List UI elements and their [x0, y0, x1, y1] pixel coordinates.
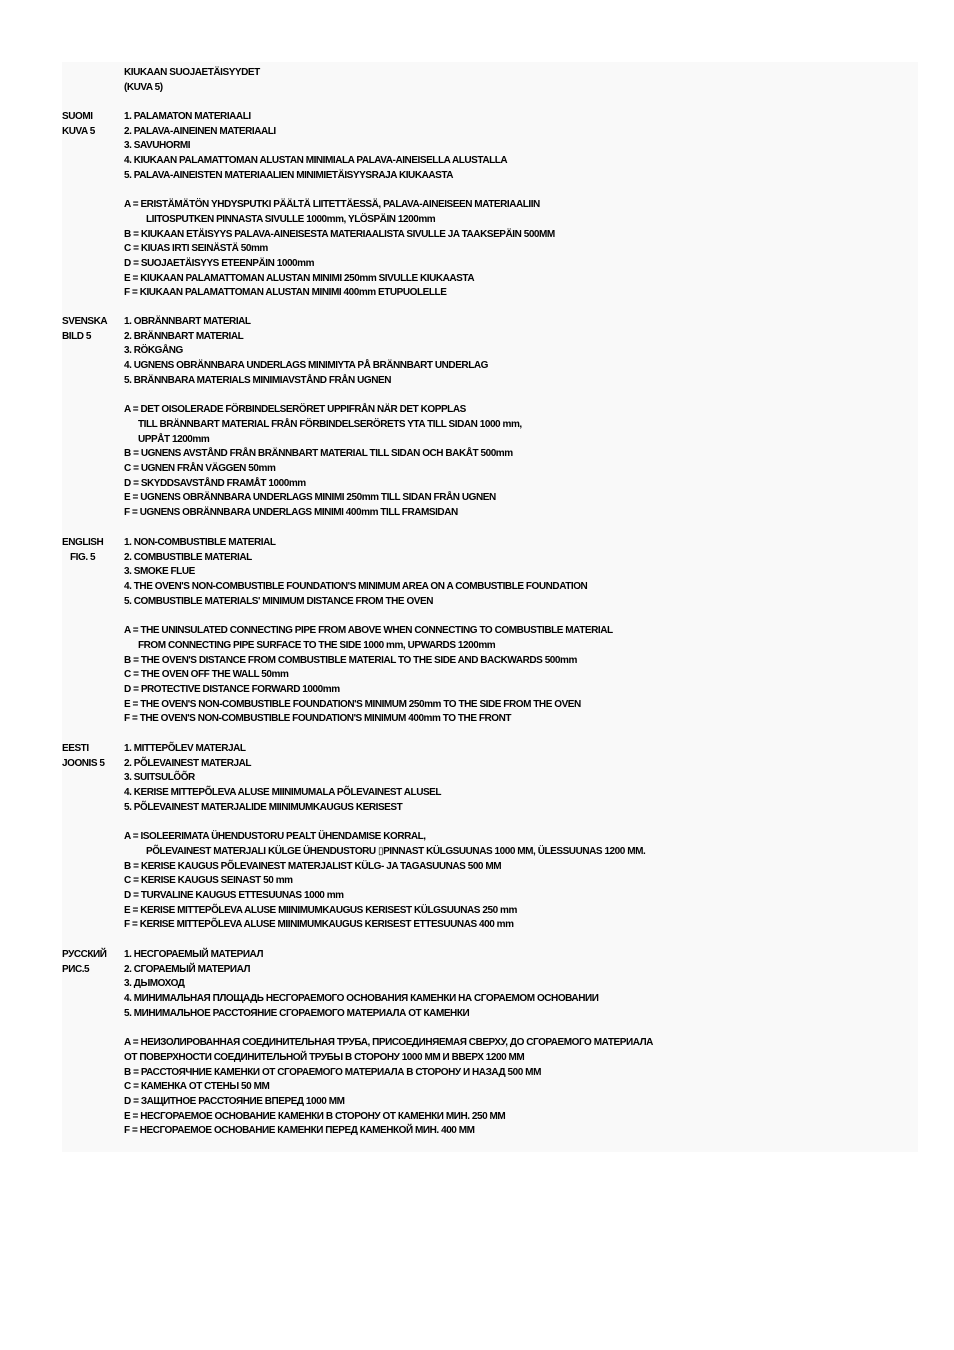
distance-item: C = UGNEN FRÅN VÄGGEN 50mm [124, 463, 276, 475]
list-item: 2. PALAVA-AINEINEN MATERIAALI [124, 125, 276, 137]
distance-item: C = THE OVEN OFF THE WALL 50mm [124, 669, 289, 681]
list-item: 2. СГОРАЕМЫЙ МАТЕРИАЛ [124, 963, 251, 975]
distance-item: D = SUOJAETÄISYYS ETEENPÄIN 1000mm [124, 258, 315, 270]
distance-item: C = KIUAS IRTI SEINÄSTÄ 50mm [124, 243, 268, 255]
distance-item: F = KERISE MITTEPÕLEVA ALUSE MIINIMUMKAUGUS KERISEST ETTESUUNAS 400 mm [124, 919, 514, 931]
distance-item-continued: TILL BRÄNNBART MATERIAL FRÅN FÖRBINDELSERÖRETS YTA TILL SIDAN 1000 mm, [138, 418, 522, 430]
list-item: 1. NON-COMBUSTIBLE MATERIAL [124, 537, 276, 548]
list-item: 2. PÕLEVAINEST MATERJAL [124, 757, 252, 769]
language-label: РУССКИЙ [62, 949, 107, 960]
distance-item: D = ЗАЩИТНОЕ РАССТОЯНИЕ ВПЕРЕД 1000 ММ [124, 1096, 345, 1108]
figure-label: FIG. 5 [70, 551, 96, 563]
distance-item-continued: FROM CONNECTING PIPE SURFACE TO THE SIDE 1000 mm, UPWARDS 1200mm [138, 639, 496, 651]
list-item: 3. SMOKE FLUE [124, 566, 195, 578]
distance-item: C = КАМЕНКА ОТ СТЕНЫ 50 ММ [124, 1081, 270, 1093]
list-item: 5. PALAVA-AINEISTEN MATERIAALIEN MINIMIETÄISYYSRAJA KIUKAASTA [124, 169, 454, 181]
distance-item: C = KERISE KAUGUS SEINAST 50 mm [124, 875, 293, 887]
figure-label: KUVA 5 [62, 125, 95, 137]
language-label: SUOMI [62, 111, 93, 122]
distance-item: F = НЕСГОРАЕМОЕ ОСНОВАНИЕ КАМЕНКИ ПЕРЕД КАМЕНКОЙ МИН. 400 ММ [124, 1125, 475, 1137]
distance-item: F = UGNENS OBRÄNNBARA UNDERLAGS MINIMI 400mm TILL FRAMSIDAN [124, 507, 458, 519]
list-item: 5. PÕLEVAINEST MATERJALIDE MIINIMUMKAUGUS KERISEST [124, 801, 403, 813]
distance-item: A = НЕИЗОЛИРОВАННАЯ СОЕДИНИТЕЛЬНАЯ ТРУБА, ПРИСОЕДИНЯЕМАЯ СВЕРХУ, ДО СГОРАЕМОГО МАТЕРИАЛА [124, 1037, 653, 1049]
list-item: 4. МИНИМАЛЬНАЯ ПЛОЩАДЬ НЕСГОРАЕМОГО ОСНОВАНИЯ КАМЕНКИ НА СГОРАЕМОМ ОСНОВАНИИ [124, 993, 599, 1005]
distance-item: E = KIUKAAN PALAMATTOMAN ALUSTAN MINIMI 250mm SIVULLE KIUKAASTA [124, 272, 475, 284]
list-item: 3. SUITSULÕÕR [124, 772, 195, 784]
list-item: 4. KIUKAAN PALAMATTOMAN ALUSTAN MINIMIALA PALAVA-AINEISELLA ALUSTALLA [124, 155, 508, 167]
distance-item-continued: ОТ ПОВЕРХНОСТИ СОЕДИНИТЕЛЬНОЙ ТРУБЫ В СТОРОНУ 1000 ММ И ВВЕРХ 1200 ММ [124, 1051, 525, 1063]
list-item: 3. SAVUHORMI [124, 140, 191, 152]
figure-label: JOONIS 5 [62, 757, 105, 769]
language-label: ENGLISH [62, 537, 104, 548]
list-item: 5. COMBUSTIBLE MATERIALS' MINIMUM DISTANCE FROM THE OVEN [124, 595, 434, 607]
distance-item-continued: PÕLEVAINEST MATERJALI KÜLGE ÜHENDUSTORU ▯PINNAST KÜLGSUUNAS 1000 MM, ÜLESSUUNAS 1200 MM. [146, 845, 646, 857]
list-item: 1. OBRÄNNBART MATERIAL [124, 316, 251, 327]
list-item: 5. BRÄNNBARA MATERIALS MINIMIAVSTÅND FRÅN UGNEN [124, 374, 391, 386]
distance-item: E = НЕСГОРАЕМОЕ ОСНОВАНИЕ КАМЕНКИ В СТОРОНУ ОТ КАМЕНКИ МИН. 250 ММ [124, 1110, 506, 1122]
language-label: SVENSKA [62, 316, 108, 327]
distance-item: A = THE UNINSULATED CONNECTING PIPE FROM ABOVE WHEN CONNECTING TO COMBUSTIBLE MATERIAL [124, 625, 613, 637]
distance-item: D = SKYDDSAVSTÅND FRAMÅT 1000mm [124, 477, 306, 489]
distance-item: B = KERISE KAUGUS PÕLEVAINEST MATERJALIST KÜLG- JA TAGASUUNAS 500 MM [124, 860, 502, 872]
distance-item: A = DET OISOLERADE FÖRBINDELSERÖRET UPPIFRÅN NÄR DET KOPPLAS [124, 404, 466, 416]
list-item: 4. KERISE MITTEPÕLEVA ALUSE MIINIMUMALA PÕLEVAINEST ALUSEL [124, 787, 442, 799]
distance-item: F = THE OVEN'S NON-COMBUSTIBLE FOUNDATION'S MINIMUM 400mm TO THE FRONT [124, 713, 512, 725]
title-subline: (KUVA 5) [124, 81, 163, 93]
list-item: 1. PALAMATON MATERIAALI [124, 111, 251, 122]
list-item: 5. МИНИМАЛЬНОЕ РАССТОЯНИЕ СГОРАЕМОГО МАТЕРИАЛА ОТ КАМЕНКИ [124, 1007, 470, 1019]
figure-label: РИС.5 [62, 963, 90, 975]
list-item: 4. UGNENS OBRÄNNBARA UNDERLAGS MINIMIYTA PÅ BRÄNNBART UNDERLAG [124, 360, 488, 372]
figure-label: BILD 5 [62, 330, 91, 342]
list-item: 3. RÖKGÅNG [124, 345, 183, 357]
distance-item: B = РАССТОЯЧНИЕ КАМЕНКИ ОТ СГОРАЕМОГО МАТЕРИАЛА В СТОРОНУ И НАЗАД 500 ММ [124, 1066, 541, 1078]
distance-item: E = KERISE MITTEPÕLEVA ALUSE MIINIMUMKAUGUS KERISEST KÜLGSUUNAS 250 mm [124, 904, 517, 916]
list-item: 3. ДЫМОХОД [124, 978, 185, 990]
distance-item: D = PROTECTIVE DISTANCE FORWARD 1000mm [124, 684, 340, 696]
document-title [124, 66, 260, 95]
distance-item: B = KIUKAAN ETÄISYYS PALAVA-AINEISESTA MATERIAALISTA SIVULLE JA TAAKSEPÄIN 500MM [124, 228, 555, 240]
distance-item: F = KIUKAAN PALAMATTOMAN ALUSTAN MINIMI 400mm ETUPUOLELLE [124, 287, 447, 299]
list-item: 1. MITTEPÕLEV MATERJAL [124, 743, 246, 754]
list-item: 2. COMBUSTIBLE MATERIAL [124, 551, 252, 563]
distance-item: B = THE OVEN'S DISTANCE FROM COMBUSTIBLE MATERIAL TO THE SIDE AND BACKWARDS 500mm [124, 654, 577, 666]
title-line: KIUKAAN SUOJAETÄISYYDET [124, 67, 260, 78]
distance-item: E = THE OVEN'S NON-COMBUSTIBLE FOUNDATION'S MINIMUM 250mm TO THE SIDE FROM THE OVEN [124, 698, 581, 710]
list-item: 1. НЕСГОРАЕМЫЙ МАТЕРИАЛ [124, 949, 264, 960]
list-item: 2. BRÄNNBART MATERIAL [124, 330, 244, 342]
distance-item: A = ISOLEERIMATA ÜHENDUSTORU PEALT ÜHENDAMISE KORRAL, [124, 831, 426, 843]
distance-item-continued: LIITOSPUTKEN PINNASTA SIVULLE 1000mm, YLÖSPÄIN 1200mm [146, 213, 436, 225]
distance-item: D = TURVALINE KAUGUS ETTESUUNAS 1000 mm [124, 890, 344, 902]
distance-item-continued: UPPÅT 1200mm [138, 433, 210, 445]
distance-item: A = ERISTÄMÄTÖN YHDYSPUTKI PÄÄLTÄ LIITETTÄESSÄ, PALAVA-AINEISEEN MATERIAALIIN [124, 199, 540, 211]
language-label: EESTI [62, 743, 89, 754]
distance-item: E = UGNENS OBRÄNNBARA UNDERLAGS MINIMI 250mm TILL SIDAN FRÅN UGNEN [124, 492, 496, 504]
list-item: 4. THE OVEN'S NON-COMBUSTIBLE FOUNDATION'S MINIMUM AREA ON A COMBUSTIBLE FOUNDATION [124, 581, 588, 593]
distance-item: B = UGNENS AVSTÅND FRÅN BRÄNNBART MATERIAL TILL SIDAN OCH BAKÅT 500mm [124, 448, 513, 460]
